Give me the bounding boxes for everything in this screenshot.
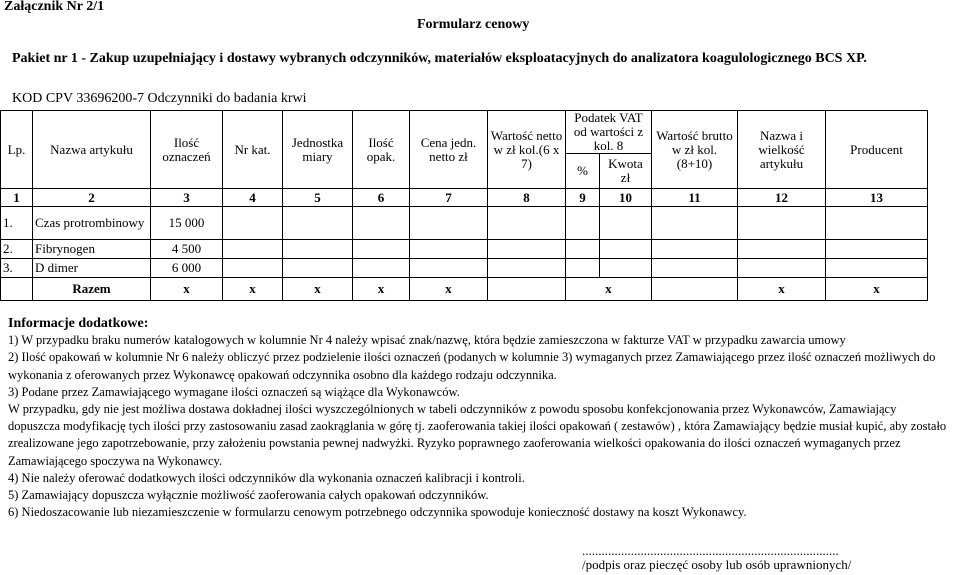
total-x: x [738, 278, 826, 301]
column-number: 5 [283, 189, 353, 207]
table-row [1, 207, 928, 240]
total-x: x [826, 278, 928, 301]
total-label: Razem [33, 278, 151, 301]
info-title: Informacje dodatkowe: [8, 316, 149, 331]
column-number: 4 [223, 189, 283, 207]
column-number: 10 [600, 189, 652, 207]
column-number: 6 [353, 189, 410, 207]
row-lp: 2. [1, 240, 33, 259]
info-item-1: 1) W przypadku braku numerów katalogowych w kolumnie Nr 4 należy wpisać znak/nazwę, która będzie zamieszczona w fakturze VAT w przypadku zawarcia umowy [8, 333, 846, 348]
table-row [1, 259, 928, 278]
col-name: Nazwa artykułu [33, 111, 151, 189]
package-description: Pakiet nr 1 - Zakup uzupełniający i dostawy wybranych odczynników, materiałów eksploatacyjnych do analizatora koagulologicznego BCS XP. [12, 51, 867, 66]
col-unit: Jednostka miary [283, 111, 353, 189]
column-number: 8 [488, 189, 566, 207]
col-net: Wartość netto w zł kol.(6 x 7) [488, 111, 566, 189]
column-number: 13 [826, 189, 928, 207]
signature-caption: /podpis oraz pieczęć osoby lub osób uprawnionych/ [582, 557, 852, 572]
cpv-code: KOD CPV 33696200-7 Odczynniki do badania krwi [12, 91, 307, 106]
total-x: x [223, 278, 283, 301]
row-qty: 4 500 [151, 240, 223, 259]
price-table [0, 110, 928, 301]
row-lp: 3. [1, 259, 33, 278]
row-qty: 15 000 [151, 207, 223, 240]
row-lp: 1. [1, 207, 33, 240]
column-number: 12 [738, 189, 826, 207]
signature-dots: ............................................................................... [582, 543, 839, 558]
additional-info [8, 315, 950, 521]
total-x: x [151, 278, 223, 301]
annex-label: Załącznik Nr 2/1 [4, 0, 105, 14]
col-pack: Ilość opak. [353, 111, 410, 189]
col-size: Nazwa i wielkość artykułu [738, 111, 826, 189]
total-x: x [410, 278, 488, 301]
info-item-3: 3) Podane przez Zamawiającego wymagane ilości oznaczeń są wiążące dla Wykonawców. [8, 384, 460, 399]
column-number: 1 [1, 189, 33, 207]
total-x: x [566, 278, 652, 301]
row-name: Fibrynogen [33, 240, 151, 259]
column-numbers-row [1, 189, 928, 207]
col-vat: Podatek VAT od wartości z kol. 8 [566, 111, 652, 154]
col-qty: Ilość oznaczeń [151, 111, 223, 189]
column-number: 3 [151, 189, 223, 207]
col-lp: Lp. [1, 111, 33, 189]
col-gross: Wartość brutto w zł kol. (8+10) [652, 111, 738, 189]
info-item-5: 5) Zamawiający dopuszcza wyłącznie możliwość zaoferowania całych opakowań odczynników. [8, 488, 489, 503]
col-producer: Producent [826, 111, 928, 189]
row-qty: 6 000 [151, 259, 223, 278]
column-number: 9 [566, 189, 600, 207]
info-item-2: 2) Ilość opakowań w kolumnie Nr 6 należy obliczyć przez podzielenie ilości oznaczeń (podanych w kolumnie 3) wymaganych przez Zamawiającego przez ilość oznaczeń możliwych do wykonania z oferowanych przez Wykonawcę opakowań odczynnika osobno dla każdego rodzaju odczynnika. [8, 350, 936, 382]
info-item-6: 6) Niedoszacowanie lub niezamieszczenie w formularzu cenowym potrzebnego odczynnika spowoduje konieczność dostawy na koszt Wykonawcy. [8, 505, 747, 520]
total-row [1, 278, 928, 301]
column-number: 7 [410, 189, 488, 207]
total-x: x [353, 278, 410, 301]
column-number: 2 [33, 189, 151, 207]
total-x: x [283, 278, 353, 301]
info-item-3b: W przypadku, gdy nie jest możliwa dostawa dokładnej ilości wyszczególnionych w tabeli odczynników z powodu sposobu konfekcjonowania przez Wykonawców, Zamawiający dopuszcza modyfikację tych ilości przy zastosowaniu zasad zaokrąglania w górę tj. zaoferowania takiej ilości opakowań ( zestawów) , która Zamawiający będzie musiał kupić, aby zostało zrealizowane jego zapotrzebowanie, przy założeniu powstania pewnej nadwyżki. Ryzyko poprawnego zaoferowania wielkości opakowania do ilości oznaczeń wymaganych przez Zamawiającego spoczywa na Wykonawcy. [8, 402, 947, 468]
col-vat-pct: % [566, 154, 600, 189]
info-item-4: 4) Nie należy oferować dodatkowych ilości odczynników dla wykonania oznaczeń kalibracji i kontroli. [8, 470, 525, 485]
row-name: D dimer [33, 259, 151, 278]
col-price: Cena jedn. netto zł [410, 111, 488, 189]
col-vat-amount: Kwota zł [600, 154, 652, 189]
col-cat: Nr kat. [223, 111, 283, 189]
column-number: 11 [652, 189, 738, 207]
row-name: Czas protrombinowy [33, 207, 151, 240]
table-row [1, 240, 928, 259]
form-title: Formularz cenowy [417, 17, 530, 32]
table-header-row [1, 111, 928, 154]
